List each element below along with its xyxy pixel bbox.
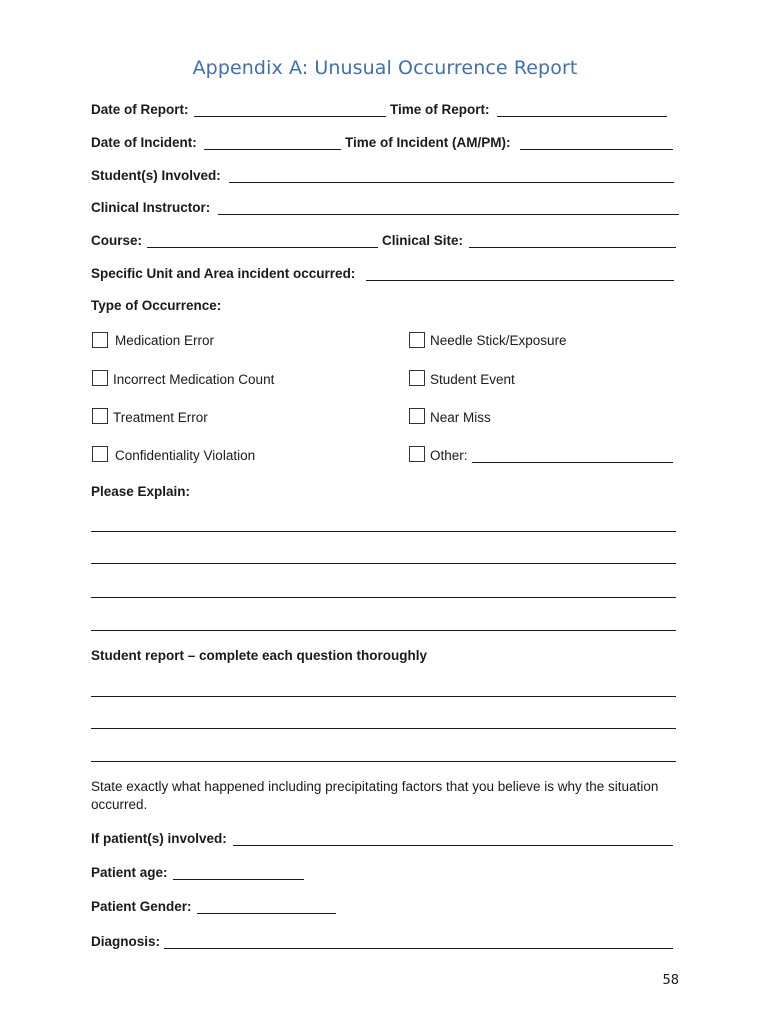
type-of-occurrence-label: Type of Occurrence: <box>91 298 222 313</box>
course-label: Course: <box>91 233 143 248</box>
time-of-incident-label: Time of Incident (AM/PM): <box>345 135 511 150</box>
time-of-report-field[interactable] <box>497 116 667 117</box>
students-involved-field[interactable] <box>229 182 674 183</box>
other-field[interactable] <box>472 462 673 463</box>
patient-age-label: Patient age: <box>91 865 168 880</box>
treatment-error-checkbox[interactable] <box>92 408 108 424</box>
clinical-instructor-field[interactable] <box>218 214 679 215</box>
patient-age-field[interactable] <box>173 879 304 880</box>
confidentiality-label: Confidentiality Violation <box>115 448 256 463</box>
state-exactly-instruction: State exactly what happened including precipitating factors that you believe is why the situation occurred. <box>91 779 659 812</box>
time-of-report-label: Time of Report: <box>390 102 490 117</box>
diagnosis-label: Diagnosis: <box>91 934 161 949</box>
needle-stick-label: Needle Stick/Exposure <box>430 333 567 348</box>
students-involved-label: Student(s) Involved: <box>91 168 221 183</box>
incorrect-count-checkbox[interactable] <box>92 370 108 386</box>
near-miss-label: Near Miss <box>430 410 491 425</box>
patient-gender-field[interactable] <box>197 913 336 914</box>
patients-involved-field[interactable] <box>233 845 673 846</box>
incorrect-count-label: Incorrect Medication Count <box>113 372 275 387</box>
student-event-checkbox[interactable] <box>409 370 425 386</box>
diagnosis-field[interactable] <box>164 948 673 949</box>
date-of-incident-field[interactable] <box>204 149 341 150</box>
course-field[interactable] <box>147 247 378 248</box>
time-of-incident-field[interactable] <box>520 149 673 150</box>
near-miss-checkbox[interactable] <box>409 408 425 424</box>
page-title: Appendix A: Unusual Occurrence Report <box>192 57 578 79</box>
other-label: Other: <box>430 448 468 463</box>
date-of-incident-label: Date of Incident: <box>91 135 197 150</box>
explain-line[interactable] <box>91 563 676 564</box>
student-report-line[interactable] <box>91 761 676 762</box>
specific-unit-field[interactable] <box>366 280 674 281</box>
clinical-site-label: Clinical Site: <box>382 233 464 248</box>
student-report-line[interactable] <box>91 728 676 729</box>
treatment-error-label: Treatment Error <box>113 410 208 425</box>
date-of-report-field[interactable] <box>194 116 386 117</box>
student-event-label: Student Event <box>430 372 515 387</box>
explain-line[interactable] <box>91 597 676 598</box>
clinical-instructor-label: Clinical Instructor: <box>91 200 211 215</box>
needle-stick-checkbox[interactable] <box>409 332 425 348</box>
clinical-site-field[interactable] <box>469 247 676 248</box>
page-number: 58 <box>662 973 679 988</box>
date-of-report-label: Date of Report: <box>91 102 189 117</box>
medication-error-checkbox[interactable] <box>92 332 108 348</box>
confidentiality-checkbox[interactable] <box>92 446 108 462</box>
explain-line[interactable] <box>91 531 676 532</box>
student-report-line[interactable] <box>91 696 676 697</box>
medication-error-label: Medication Error <box>115 333 215 348</box>
student-report-heading: Student report – complete each question thoroughly <box>91 648 428 663</box>
other-checkbox[interactable] <box>409 446 425 462</box>
please-explain-label: Please Explain: <box>91 484 191 499</box>
explain-line[interactable] <box>91 630 676 631</box>
patient-gender-label: Patient Gender: <box>91 899 192 914</box>
specific-unit-label: Specific Unit and Area incident occurred: <box>91 266 356 281</box>
patients-involved-label: If patient(s) involved: <box>91 831 227 846</box>
